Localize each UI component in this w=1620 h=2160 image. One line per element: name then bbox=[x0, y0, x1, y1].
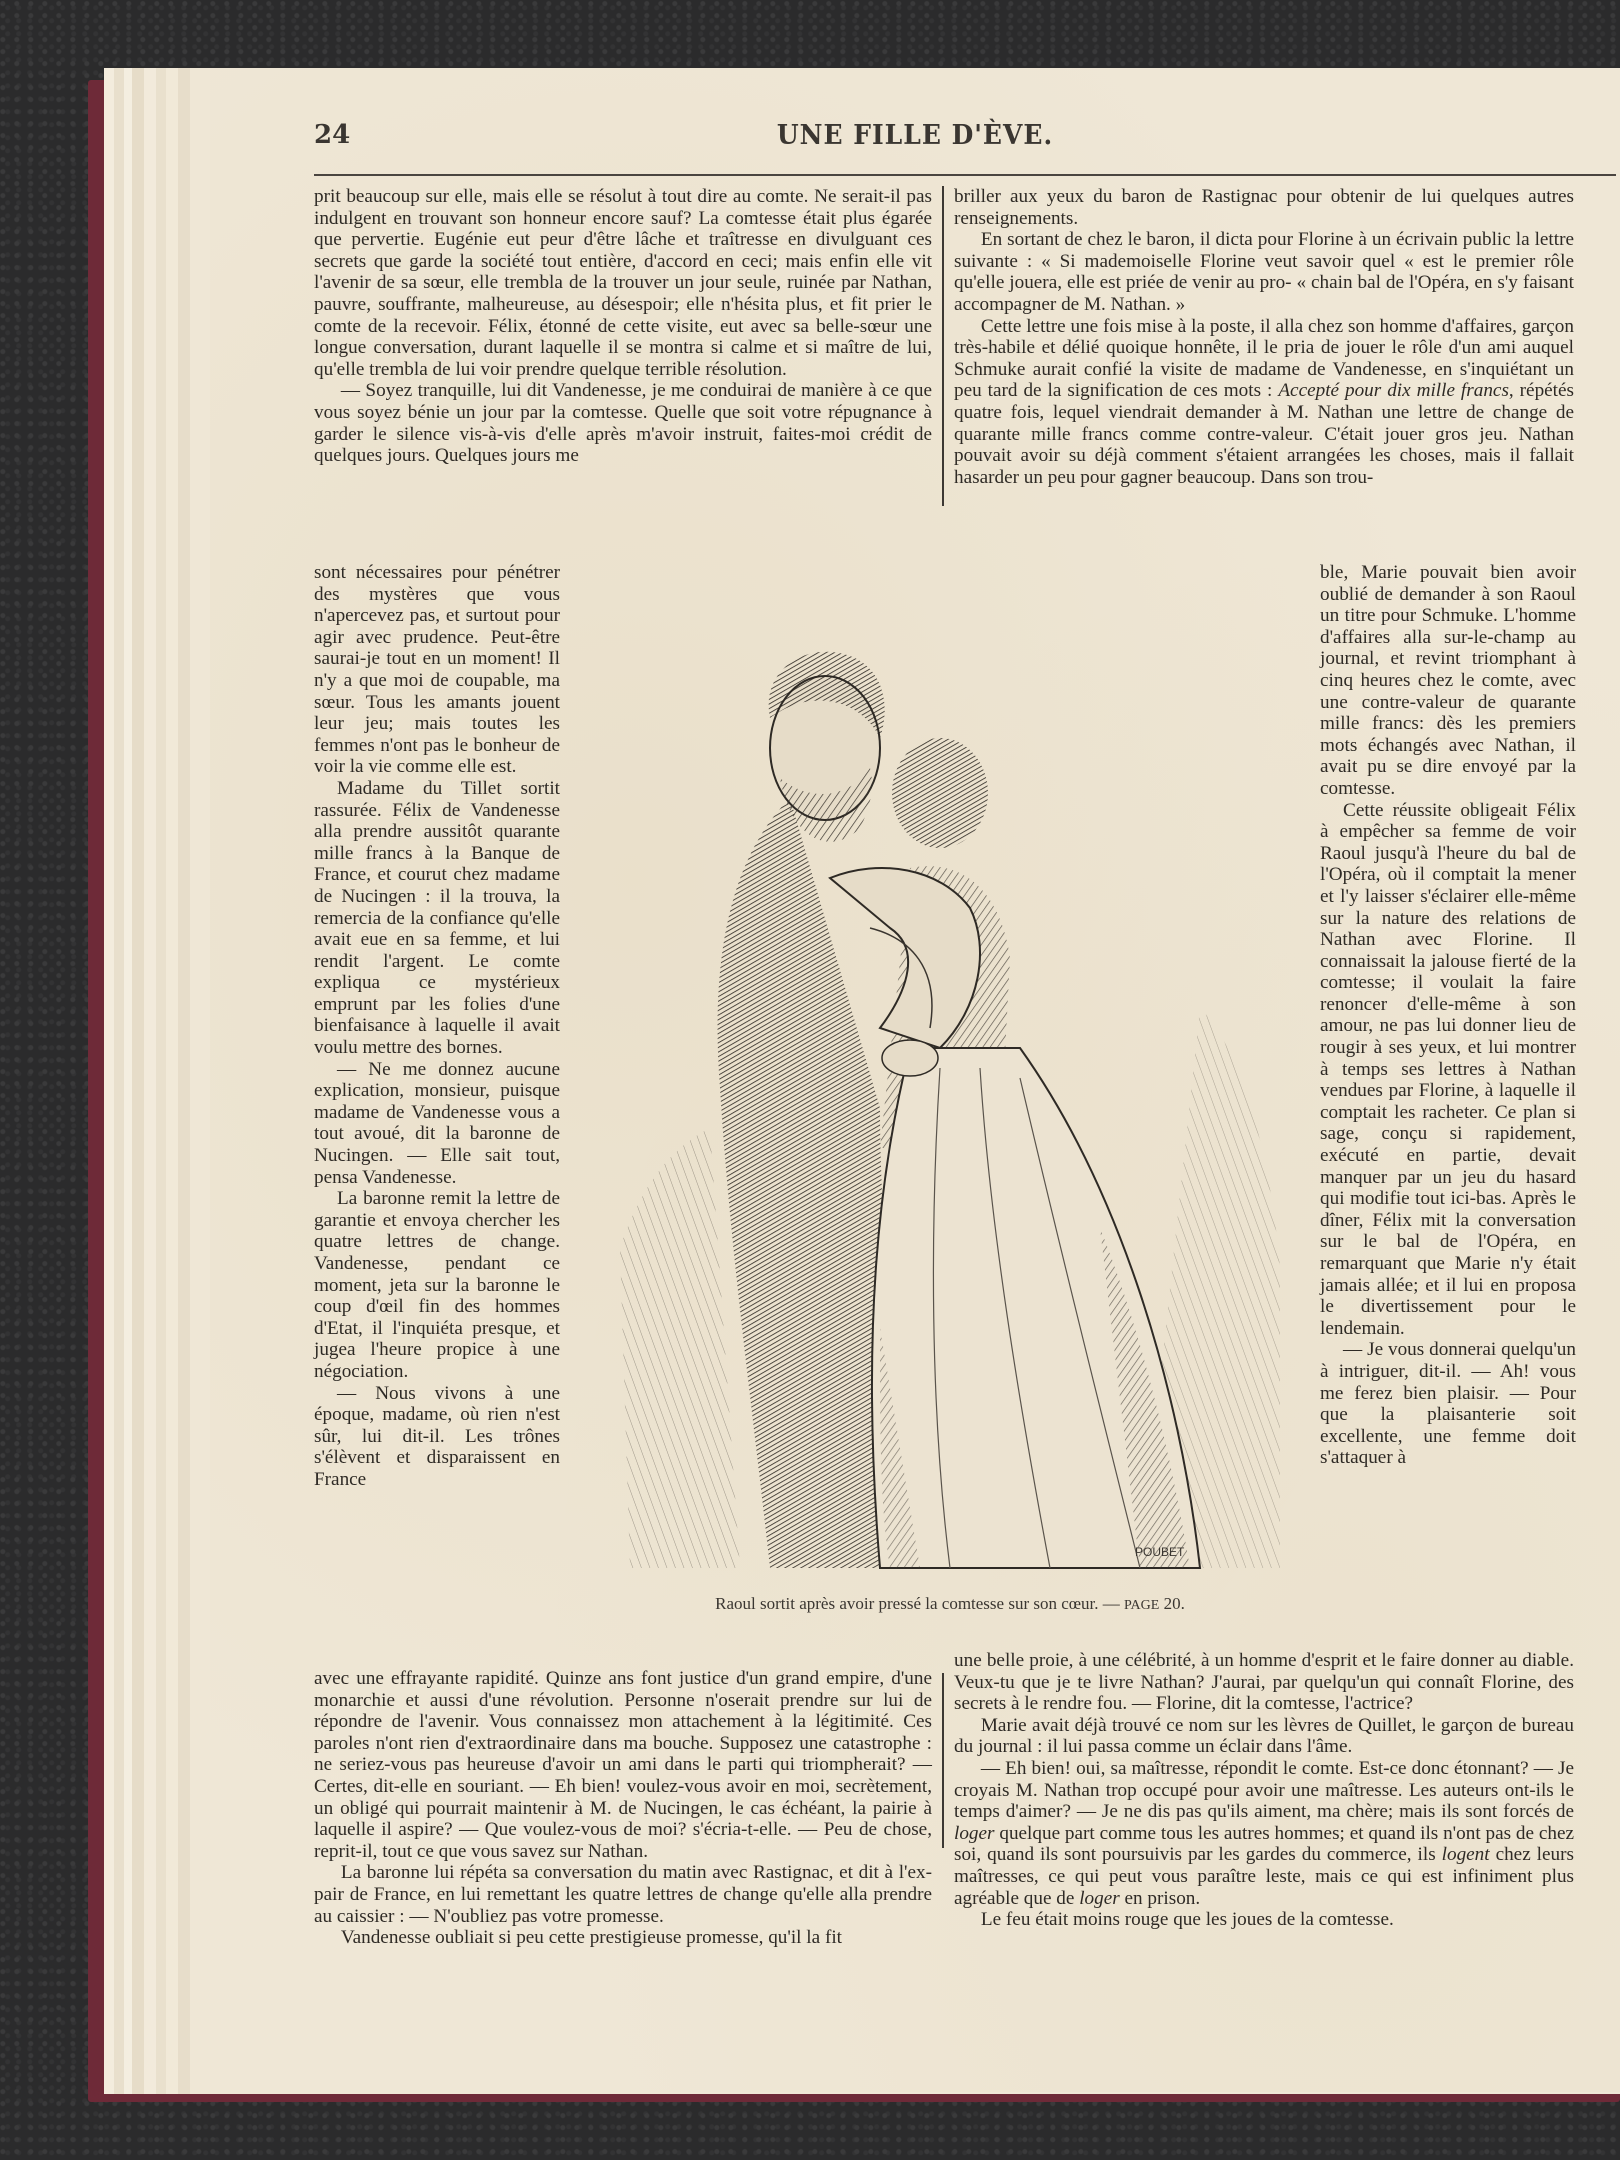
text-run: quelque part comme tous les autres hommes; et quand ils n'ont pas de chez soi, quand ils sont poursuivis par les gardes du commerce, ils bbox=[954, 1822, 1574, 1866]
header-rule bbox=[314, 174, 1616, 176]
left-column-top bbox=[314, 186, 932, 467]
paragraph: Marie avait déjà trouvé ce nom sur les lèvres de Quillet, le garçon de bureau du journal : il lui passa comme un éclair dans l'âme. bbox=[954, 1714, 1574, 1758]
engraving-illustration bbox=[580, 628, 1320, 1588]
paragraph: avec une effrayante rapidité. Quinze ans font justice d'un grand empire, d'une monarchie et aussi d'une révolution. Personne n'oserait prendre sur lui de répondre de l'avenir. Vous connaissez mon attachement à la légitimité. Ces paroles n'ont rien d'extraordinaire dans ma bouche. Supposez une catastrophe : ne seriez-vous pas heureuse d'avoir un ami dans le parti qui triompherait? — Certes, dit-elle en souriant. — Eh bien! voulez-vous avoir en moi, secrètement, un obligé qui pourrait maintenir à M. de Nucingen, le cas échéant, la pairie à laquelle il aspire? — Que voulez-vous de moi? s'écria-t-elle. — Peu de chose, reprit-il, tout ce que vous savez sur Nathan. bbox=[314, 1668, 932, 1862]
text-run: Cette lettre une fois mise à la poste, il alla chez son homme d'affaires, garçon très-habile et délié quoique honnête, il le pria de jouer le rôle d'un ami auquel Schmuke aurait confié la visite de madame de Vandenesse, en s'inquiétant un peu tard de la signification de ces mots : bbox=[954, 315, 1574, 402]
book-page bbox=[210, 68, 1620, 2092]
embracing-couple-engraving bbox=[580, 628, 1320, 1588]
paragraph: Cette réussite obligeait Félix à empêcher sa femme de voir Raoul jusqu'à l'heure du bal de l'Opéra, où il comptait la mener et l'y laisser s'éclairer elle-même sur la nature des relations de Nathan avec Florine. Il connaissait la jalouse fierté de la comtesse; il voulait la faire renoncer d'elle-même à son amour, ne pas lui donner lieu de rougir à ses yeux, et lui montrer à temps ses lettres à Nathan vendues par Florine, à laquelle il comptait les racheter. Ce plan si sage, conçu si rapidement, exécuté en partie, devait manquer par un jeu du hasard qui modifie tout ici-bas. Après le dîner, Félix mit la conversation sur le bal de l'Opéra, en remarquant que Marie n'y était jamais allée; et il lui en proposa le divertissement pour le lendemain. bbox=[1320, 799, 1576, 1339]
column-divider bbox=[942, 186, 944, 506]
illustration-caption bbox=[580, 1594, 1320, 1614]
paragraph: La baronne lui répéta sa conversation du matin avec Rastignac, et dit à l'ex-pair de France, en lui remettant les quatre lettres de change qu'elle alla prendre au caissier : — N'oubliez pas votre promesse. bbox=[314, 1862, 932, 1927]
artist-signature: POUBET bbox=[1135, 1545, 1185, 1559]
text-run: chez leurs maîtresses, ce qui peut vous paraître leste, mais ce qui est infiniment plus agréable que de bbox=[954, 1844, 1574, 1909]
italic-text: logent bbox=[1441, 1844, 1490, 1866]
paragraph: prit beaucoup sur elle, mais elle se résolut à tout dire au comte. Ne serait-il pas indulgent en trouvant son honneur encore sauf? La comtesse était plus égarée que pervertie. Eugénie eut peur d'être lâche et traîtresse en divulguant ces secrets que garde la société tout entière, d'accord en ceci; mais enfin elle vit l'avenir de sa sœur, elle trembla de la trouver un jour seule, ruinée par Nathan, pauvre, souffrante, malheureuse, au désespoir; elle n'hésita plus, et fit prier le comte de la recevoir. Félix, étonné de cette visite, eut avec sa belle-sœur une longue conversation, durant laquelle il se montra si calme et si maître de lui, qu'elle trembla de lui voir prendre quelque terrible résolution. bbox=[314, 186, 932, 380]
italic-text: loger bbox=[954, 1822, 995, 1844]
paragraph: Madame du Tillet sortit rassurée. Félix de Vandenesse alla prendre aussitôt quarante mille francs à la Banque de France, et courut chez madame de Nucingen : il la trouva, la remercia de la confiance qu'elle avait eue en sa femme, et lui rendit l'argent. Le comte expliqua ce mystérieux emprunt par les folies d'une bienfaisance à laquelle il avait voulu mettre des bornes. bbox=[314, 777, 560, 1059]
left-column-wrap bbox=[314, 562, 560, 1491]
paragraph: — Soyez tranquille, lui dit Vandenesse, je me conduirai de manière à ce que vous soyez bénie un jour par la comtesse. Quelle que soit votre répugnance à garder le silence vis-à-vis d'elle après m'avoir instruit, faites-moi crédit de quelques jours. Quelques jours me bbox=[314, 380, 932, 467]
right-column-wrap bbox=[1320, 562, 1576, 1469]
paragraph: sont nécessaires pour pénétrer des mystères que vous n'apercevez pas, et surtout pour agir avec prudence. Peut-être saurai-je tout en un moment! Il n'y a que moi de coupable, ma sœur. Tous les amants jouent leur jeu; mais toutes les femmes n'ont pas le bonheur de voir la vie comme elle est. bbox=[314, 562, 560, 778]
paragraph bbox=[954, 1758, 1574, 1909]
paragraph: — Ne me donnez aucune explication, monsieur, puisque madame de Vandenesse vous a tout avoué, dit la baronne de Nucingen. — Elle sait tout, pensa Vandenesse. bbox=[314, 1058, 560, 1188]
caption-text: Raoul sortit après avoir pressé la comtesse sur son cœur. — bbox=[715, 1594, 1120, 1613]
running-title: UNE FILLE D'ÈVE. bbox=[776, 118, 1054, 151]
right-column-top bbox=[954, 186, 1574, 488]
italic-text: loger bbox=[1079, 1887, 1120, 1909]
caption-page-number: 20. bbox=[1163, 1594, 1185, 1613]
caption-page-label: PAGE bbox=[1124, 1598, 1160, 1613]
left-column-bottom bbox=[314, 1668, 932, 1949]
paragraph: En sortant de chez le baron, il dicta pour Florine à un écrivain public la lettre suivante : « Si mademoiselle Florine veut savoir quel « est le premier rôle qu'elle jouera, elle est priée de venir au pro- « chain bal de l'Opéra, en s'y faisant accompagner de M. Nathan. » bbox=[954, 229, 1574, 315]
column-divider bbox=[942, 1673, 944, 1848]
text-run: , répétés quatre fois, lequel viendrait demander à M. Nathan une lettre de change de quarante mille francs comme contre-valeur. C'était jouer gros jeu. Nathan pouvait avoir su déjà comment s'étaient arrangées les choses, mais il fallait hasarder un peu pour gagner beaucoup. Dans son trou- bbox=[954, 380, 1574, 488]
paragraph: briller aux yeux du baron de Rastignac pour obtenir de lui quelques autres renseignements. bbox=[954, 186, 1574, 229]
paragraph: Le feu était moins rouge que les joues de la comtesse. bbox=[980, 1909, 1394, 1931]
text-run: en prison. bbox=[1119, 1887, 1201, 1909]
paragraph: — Nous vivons à une époque, madame, où rien n'est sûr, lui dit-il. Les trônes s'élèvent et disparaissent en France bbox=[314, 1382, 560, 1490]
right-column-bottom bbox=[954, 1650, 1574, 1931]
page-header bbox=[210, 120, 1620, 160]
text-run: — Eh bien! oui, sa maîtresse, répondit le comte. Est-ce donc étonnant? — Je croyais M. Nathan trop occupé pour avoir une maîtresse. Les auteurs ont-ils le temps d'aimer? — Je ne dis pas qu'ils aiment, ma chère; mais ils sont forcés de bbox=[954, 1757, 1574, 1823]
paragraph: — Je vous donnerai quelqu'un à intriguer, dit-il. — Ah! vous me ferez bien plaisir. — Pour que la plaisanterie soit excellente, une femme doit s'attaquer à bbox=[1320, 1339, 1576, 1469]
paragraph: une belle proie, à une célébrité, à un homme d'esprit et le faire donner au diable. Veux-tu que je te livre Nathan? J'aurai, par quelqu'un qui connaît Florine, des secrets à le rendre fou. — Florine, dit la comtesse, l'actrice? bbox=[954, 1650, 1574, 1715]
italic-text: Accepté pour dix mille francs bbox=[1278, 380, 1509, 402]
paragraph bbox=[954, 316, 1574, 489]
page-number: 24 bbox=[314, 120, 351, 150]
paragraph: Vandenesse oubliait si peu cette prestigieuse promesse, qu'il la fit bbox=[340, 1927, 843, 1949]
paragraph: La baronne remit la lettre de garantie et envoya chercher les quatre lettres de change. Vandenesse, pendant ce moment, jeta sur la baronne le coup d'œil fin des hommes d'Etat, il l'inquiéta presque, et jugea l'heure propice à une négociation. bbox=[314, 1188, 560, 1382]
paragraph: ble, Marie pouvait bien avoir oublié de demander à son Raoul un titre pour Schmuke. L'homme d'affaires alla sur-le-champ au journal, et revint triomphant à cinq heures chez le comte, avec une contre-valeur de quarante mille francs: dès les premiers mots échangés avec Nathan, il avait pu se dire envoyé par la comtesse. bbox=[1320, 562, 1576, 799]
